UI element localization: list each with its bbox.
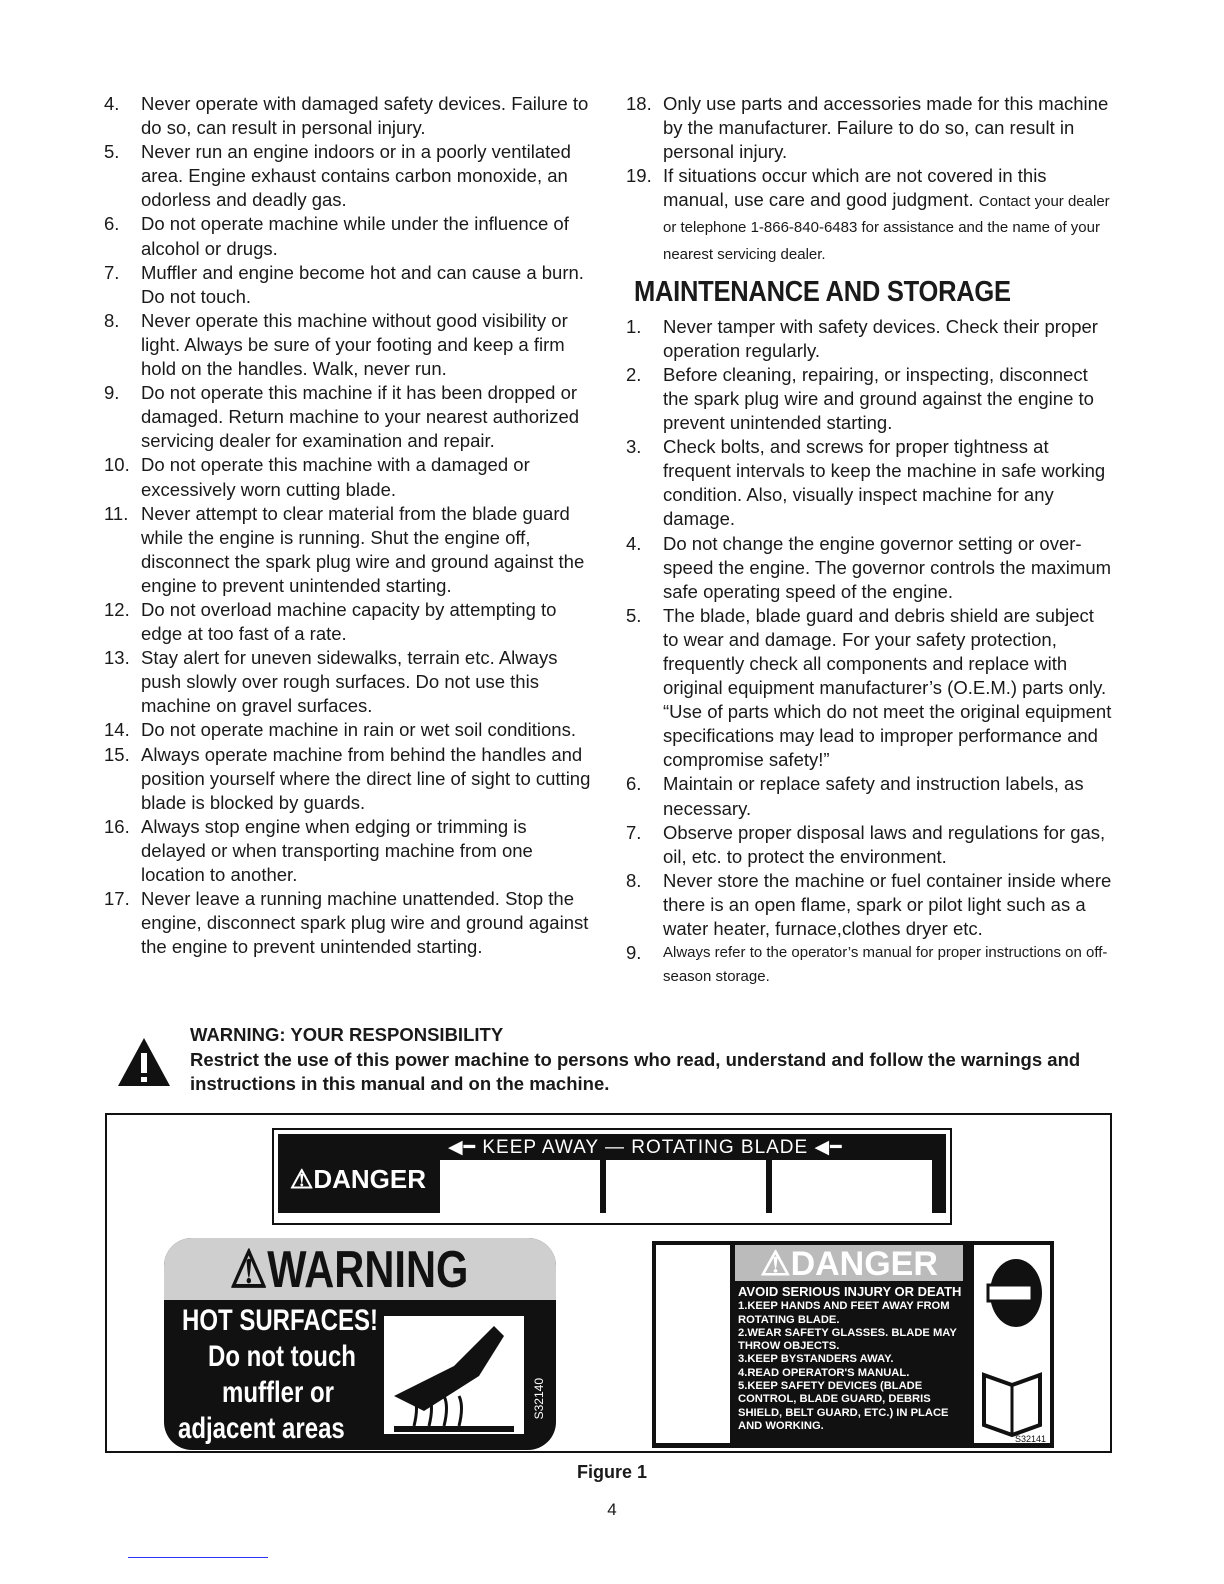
item-number: 6. (626, 773, 642, 795)
item-text: Maintain or replace safety and instruction labels, as necessary. (663, 773, 1084, 819)
hot-hand-icon (384, 1316, 524, 1434)
item-number: 9. (626, 942, 642, 964)
hot-line: Do not touch (208, 1340, 356, 1373)
item-text: Do not operate machine in rain or wet soil conditions. (141, 719, 576, 741)
blade-hand-icon (440, 1160, 600, 1214)
danger-item: 1.KEEP HANDS AND FEET AWAY FROM ROTATING BLADE. (738, 1300, 950, 1326)
danger-label (652, 1241, 1054, 1448)
arrow-left-icon: ◀━ (448, 1137, 483, 1158)
list-item (104, 140, 594, 212)
list-item (104, 502, 594, 598)
item-text: Stay alert for uneven sidewalks, terrain etc. Always push slowly over rough surfaces. Do not use this machine on gravel surfaces. (141, 647, 558, 717)
item-text: Never leave a running machine unattended. Stop the engine, disconnect spark plug wire and ground against the engine to prevent unintended starting. (141, 888, 589, 958)
danger-header: ⚠DANGER (735, 1245, 963, 1281)
list-item (626, 363, 1112, 435)
item-number: 7. (626, 821, 642, 843)
maintenance-list (626, 315, 1112, 941)
item-number: 6. (104, 213, 120, 235)
item-number: 9. (104, 382, 120, 404)
item-text: Always refer to the operator’s manual for proper instructions on off-season storage. (663, 944, 1108, 986)
label-code: S32140 (532, 1378, 546, 1420)
item-number: 5. (626, 604, 642, 626)
danger-subtitle: AVOID SERIOUS INJURY OR DEATH (738, 1284, 962, 1299)
item-text: Never store the machine or fuel container inside where there is an open flame, spark or pilot light such as a water heater, furnace,clothes dryer etc. (663, 869, 1112, 939)
item-text: Only use parts and accessories made for this machine by the manufacturer. Failure to do so, can result in personal injury. (663, 93, 1109, 163)
item-text: Do not overload machine capacity by attempting to edge at too fast of a rate. (141, 598, 557, 645)
item-number: 14. (104, 719, 130, 741)
hot-line: muffler or (222, 1376, 335, 1409)
item-text: Before cleaning, repairing, or inspecting, disconnect the spark plug wire and ground against the engine to prevent unintended starting. (663, 363, 1094, 434)
list-item (104, 309, 594, 381)
danger-item: 5.KEEP SAFETY DEVICES (BLADE CONTROL, BLADE GUARD, DEBRIS SHIELD, BELT GUARD, ETC.) IN PLACE AND WORKING. (738, 1380, 949, 1432)
warning-word: ⚠WARNING (230, 1241, 469, 1299)
warning-body: Restrict the use of this power machine to persons who read, understand and follow the warnings and instructions in this manual and on the machine. (190, 1049, 1081, 1094)
list-item (626, 315, 1112, 363)
item-number: 15. (104, 743, 130, 765)
list-item (104, 261, 594, 309)
item-text (663, 164, 1112, 266)
item-number: 7. (104, 261, 120, 283)
list-item (626, 92, 1112, 164)
danger-text: ⚠DANGER (290, 1164, 426, 1194)
item-text: Do not operate machine while under the influence of alcohol or drugs. (141, 213, 569, 259)
item-number: 13. (104, 647, 130, 669)
divider (128, 1557, 268, 1558)
item-number: 4. (626, 532, 642, 554)
figure-labels (105, 1113, 1112, 1453)
danger-item: 3.KEEP BYSTANDERS AWAY. (738, 1353, 894, 1366)
page-number: 4 (607, 1500, 617, 1519)
item-number: 2. (626, 363, 642, 385)
list-item (104, 646, 594, 718)
item-number: 16. (104, 815, 130, 837)
blade-foot-icon (606, 1160, 766, 1214)
keep-away-banner (448, 1136, 843, 1159)
warning-title: WARNING: YOUR RESPONSIBILITY (190, 1024, 504, 1045)
item-number: 18. (626, 93, 652, 114)
item-text: Always operate machine from behind the handles and position yourself where the direct line of sight to cutting blade is blocked by guards. (141, 743, 591, 813)
item-number: 3. (626, 436, 642, 458)
list-item (626, 435, 1112, 531)
figure-caption: Figure 1 (576, 1462, 647, 1482)
item-number: 11. (104, 502, 129, 524)
list-item (104, 887, 594, 959)
list-item (626, 821, 1112, 869)
danger-item: 2.WEAR SAFETY GLASSES. BLADE MAY THROW OBJECTS. (738, 1326, 957, 1353)
item-text-main: If situations occur which are not covered in this manual, use care and good judgment. (663, 165, 1047, 211)
label-code: S32141 (1014, 1434, 1046, 1444)
item-text: Observe proper disposal laws and regulations for gas, oil, etc. to protect the environment. (663, 821, 1106, 867)
item-text: Always stop engine when edging or trimming is delayed or when transporting machine from one location to another. (141, 815, 533, 885)
item-number: 17. (104, 888, 130, 910)
list-item (104, 453, 594, 501)
item-text: Never operate with damaged safety devices. Failure to do so, can result in personal injury. (141, 93, 589, 139)
list-item (626, 604, 1112, 773)
item-text-contact: Contact your dealer or telephone 1-866-840-6483 for assistance and the name of your nearest servicing dealer. (663, 193, 1110, 263)
list-item (626, 941, 1112, 989)
item-number: 19. (626, 165, 652, 187)
item-number: 10. (104, 454, 130, 476)
list-item (626, 164, 1112, 266)
warning-header (164, 1238, 556, 1300)
item-text: Check bolts, and screws for proper tightness at frequent intervals to keep the machine in safe working condition. Also, visually inspect machine for any damage. (663, 436, 1106, 530)
item-text: Do not operate this machine with a damaged or excessively worn cutting blade. (141, 454, 530, 500)
item-text: Do not change the engine governor setting or over-speed the engine. The governor controls the maximum safe operating speed of the engine. (663, 532, 1112, 602)
list-item (104, 212, 594, 260)
item-text: The blade, blade guard and debris shield are subject to wear and damage. For your safety protection, frequently check all components and replace with original equipment manufacturer’s (O.E.M.) parts only. “Use of parts which do not meet the original equipment specifications may lead to improper performance and compromise safety!” (663, 604, 1112, 771)
right-column (626, 92, 1112, 989)
keep-away-label (272, 1128, 952, 1225)
list-item (104, 743, 594, 815)
hot-line: adjacent areas (178, 1412, 345, 1445)
warning-triangle-icon (116, 1036, 172, 1088)
danger-items (738, 1285, 968, 1433)
manual-book-icon (974, 1245, 1050, 1443)
item-number: 1. (626, 315, 642, 337)
alert-triangle-icon: ⚠ (290, 1164, 314, 1194)
safety-glasses-manual-icon (974, 1245, 1050, 1443)
section-heading: MAINTENANCE AND STORAGE (634, 275, 1011, 308)
hot-surfaces-title: HOT SURFACES! (182, 1304, 379, 1337)
list-item (626, 532, 1112, 604)
list-item (104, 718, 594, 742)
list-item (626, 869, 1112, 941)
arrow-left-icon: ◀━ (808, 1137, 843, 1158)
item-number: 12. (104, 598, 130, 620)
item-text: Do not operate this machine if it has been dropped or damaged. Return machine to your nearest authorized servicing dealer for examination and repair. (141, 382, 580, 452)
danger-item: 4.READ OPERATOR'S MANUAL. (738, 1366, 910, 1379)
keep-away-text: KEEP AWAY — ROTATING BLADE (482, 1137, 809, 1158)
list-item (104, 598, 594, 646)
list-item (626, 772, 1112, 820)
hot-surfaces-label (164, 1238, 556, 1450)
item-number: 4. (104, 93, 120, 114)
list-item (104, 381, 594, 453)
hazard-pictograms (656, 1245, 730, 1443)
safety-glasses-icon (772, 1160, 932, 1214)
item-text: Never run an engine indoors or in a poorly ventilated area. Engine exhaust contains carbon monoxide, an odorless and deadly gas. (141, 141, 571, 211)
item-number: 8. (104, 309, 120, 331)
item-text: Never operate this machine without good visibility or light. Always be sure of your footing and keep a firm hold on the handles. Walk, never run. (141, 309, 568, 380)
left-column (104, 92, 594, 959)
item-text: Never tamper with safety devices. Check their proper operation regularly. (663, 315, 1098, 361)
item-number: 8. (626, 869, 642, 891)
list-item (104, 815, 594, 887)
item-text: Never attempt to clear material from the blade guard while the engine is running. Shut the engine off, disconnect the spark plug wire and ground against the engine to prevent unintended starting. (141, 502, 585, 596)
item-number: 5. (104, 141, 120, 163)
item-text: Muffler and engine become hot and can cause a burn. Do not touch. (141, 261, 584, 307)
list-item (104, 92, 594, 140)
